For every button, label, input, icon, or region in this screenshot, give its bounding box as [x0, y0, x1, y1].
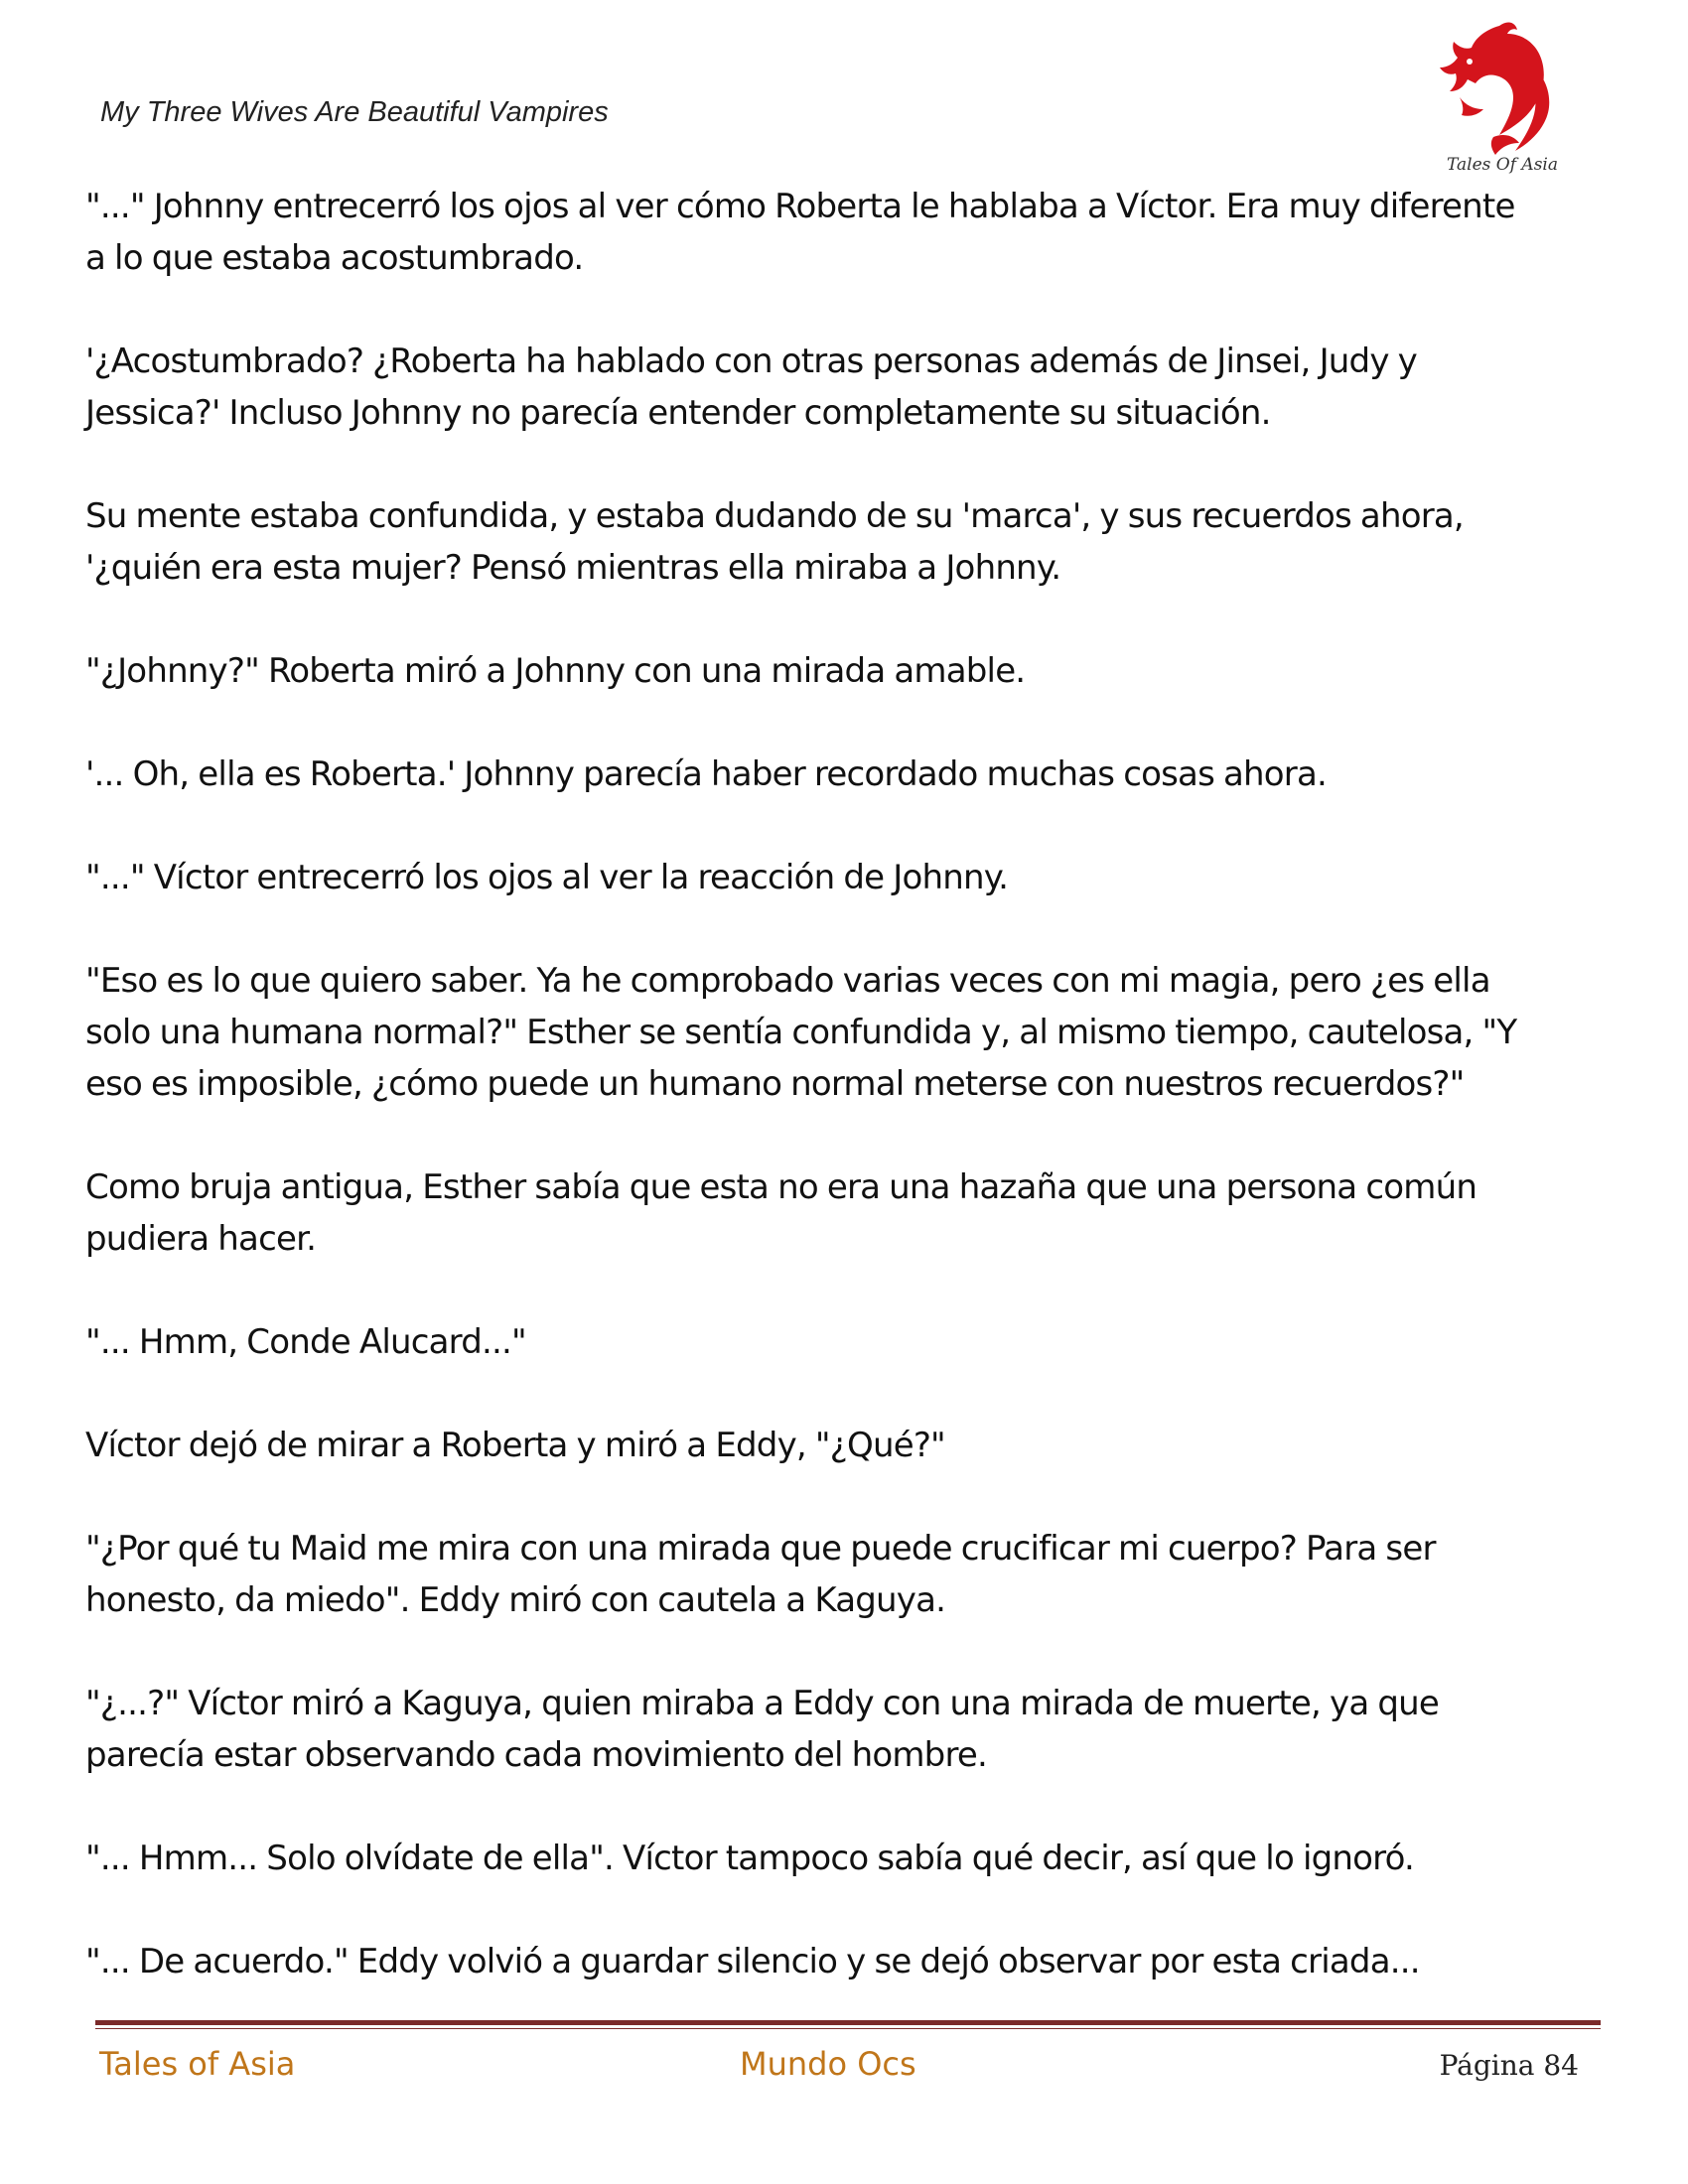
logo-caption: Tales Of Asia — [1447, 155, 1558, 175]
paragraph-line: "..." Johnny entrecerró los ojos al ver cómo Roberta le hablaba a Víctor. Era muy diferente — [85, 187, 1515, 226]
paragraph — [85, 1420, 1615, 1471]
paragraph — [85, 490, 1615, 594]
paragraph-line: "... De acuerdo." Eddy volvió a guardar silencio y se dejó observar por esta criada... — [85, 1942, 1420, 1981]
paragraph-line: Víctor dejó de mirar a Roberta y miró a Eddy, "¿Qué?" — [85, 1426, 945, 1465]
paragraph — [85, 1936, 1615, 1987]
paragraph — [85, 181, 1615, 284]
paragraph-line: "... Hmm, Conde Alucard..." — [85, 1322, 526, 1362]
paragraph — [85, 645, 1615, 697]
page-number: Página 84 — [1439, 2049, 1579, 2082]
paragraph-line: eso es imposible, ¿cómo puede un humano normal meterse con nuestros recuerdos?" — [85, 1064, 1465, 1104]
paragraph-line: "..." Víctor entrecerró los ojos al ver la reacción de Johnny. — [85, 858, 1009, 897]
paragraph-line: parecía estar observando cada movimiento del hombre. — [85, 1735, 988, 1775]
book-title: My Three Wives Are Beautiful Vampires — [100, 96, 609, 128]
paragraph-line: solo una humana normal?" Esther se sentía confundida y, al mismo tiempo, cautelosa, "Y — [85, 1013, 1517, 1052]
paragraph-line: Jessica?' Incluso Johnny no parecía entender completamente su situación. — [85, 393, 1271, 433]
paragraph-line: Como bruja antigua, Esther sabía que esta no era una hazaña que una persona común — [85, 1167, 1477, 1207]
footer-rule-thin — [95, 2028, 1601, 2029]
paragraph-line: pudiera hacer. — [85, 1219, 317, 1259]
paragraph-line: "... Hmm... Solo olvídate de ella". Víctor tampoco sabía qué decir, así que lo ignoró. — [85, 1839, 1414, 1878]
paragraph-line: Su mente estaba confundida, y estaba dudando de su 'marca', y sus recuerdos ahora, — [85, 496, 1464, 536]
paragraph — [85, 852, 1615, 903]
footer-section-name: Mundo Ocs — [740, 2045, 916, 2083]
paragraph-line: '... Oh, ella es Roberta.' Johnny parecía haber recordado muchas cosas ahora. — [85, 754, 1327, 794]
footer-site-name: Tales of Asia — [99, 2045, 296, 2083]
paragraph-line: a lo que estaba acostumbrado. — [85, 238, 584, 278]
footer-rule — [95, 2020, 1601, 2025]
paragraph-line: "¿...?" Víctor miró a Kaguya, quien miraba a Eddy con una mirada de muerte, ya que — [85, 1684, 1440, 1723]
paragraph-line: "¿Johnny?" Roberta miró a Johnny con una mirada amable. — [85, 651, 1026, 691]
paragraph — [85, 1678, 1615, 1781]
paragraph — [85, 1161, 1615, 1265]
paragraph — [85, 749, 1615, 800]
paragraph — [85, 1833, 1615, 1884]
paragraph — [85, 1316, 1615, 1368]
paragraph — [85, 955, 1615, 1110]
paragraph-line: '¿Acostumbrado? ¿Roberta ha hablado con otras personas además de Jinsei, Judy y — [85, 341, 1417, 381]
paragraph-line: "¿Por qué tu Maid me mira con una mirada que puede crucificar mi cuerpo? Para ser — [85, 1529, 1436, 1569]
paragraph-line: "Eso es lo que quiero saber. Ya he comprobado varias veces con mi magia, pero ¿es ella — [85, 961, 1490, 1001]
paragraph — [85, 1523, 1615, 1626]
paragraph-line: '¿quién era esta mujer? Pensó mientras ella miraba a Johnny. — [85, 548, 1061, 588]
paragraph-line: honesto, da miedo". Eddy miró con cautela a Kaguya. — [85, 1580, 946, 1620]
chapter-body — [85, 181, 1615, 2039]
paragraph — [85, 336, 1615, 439]
